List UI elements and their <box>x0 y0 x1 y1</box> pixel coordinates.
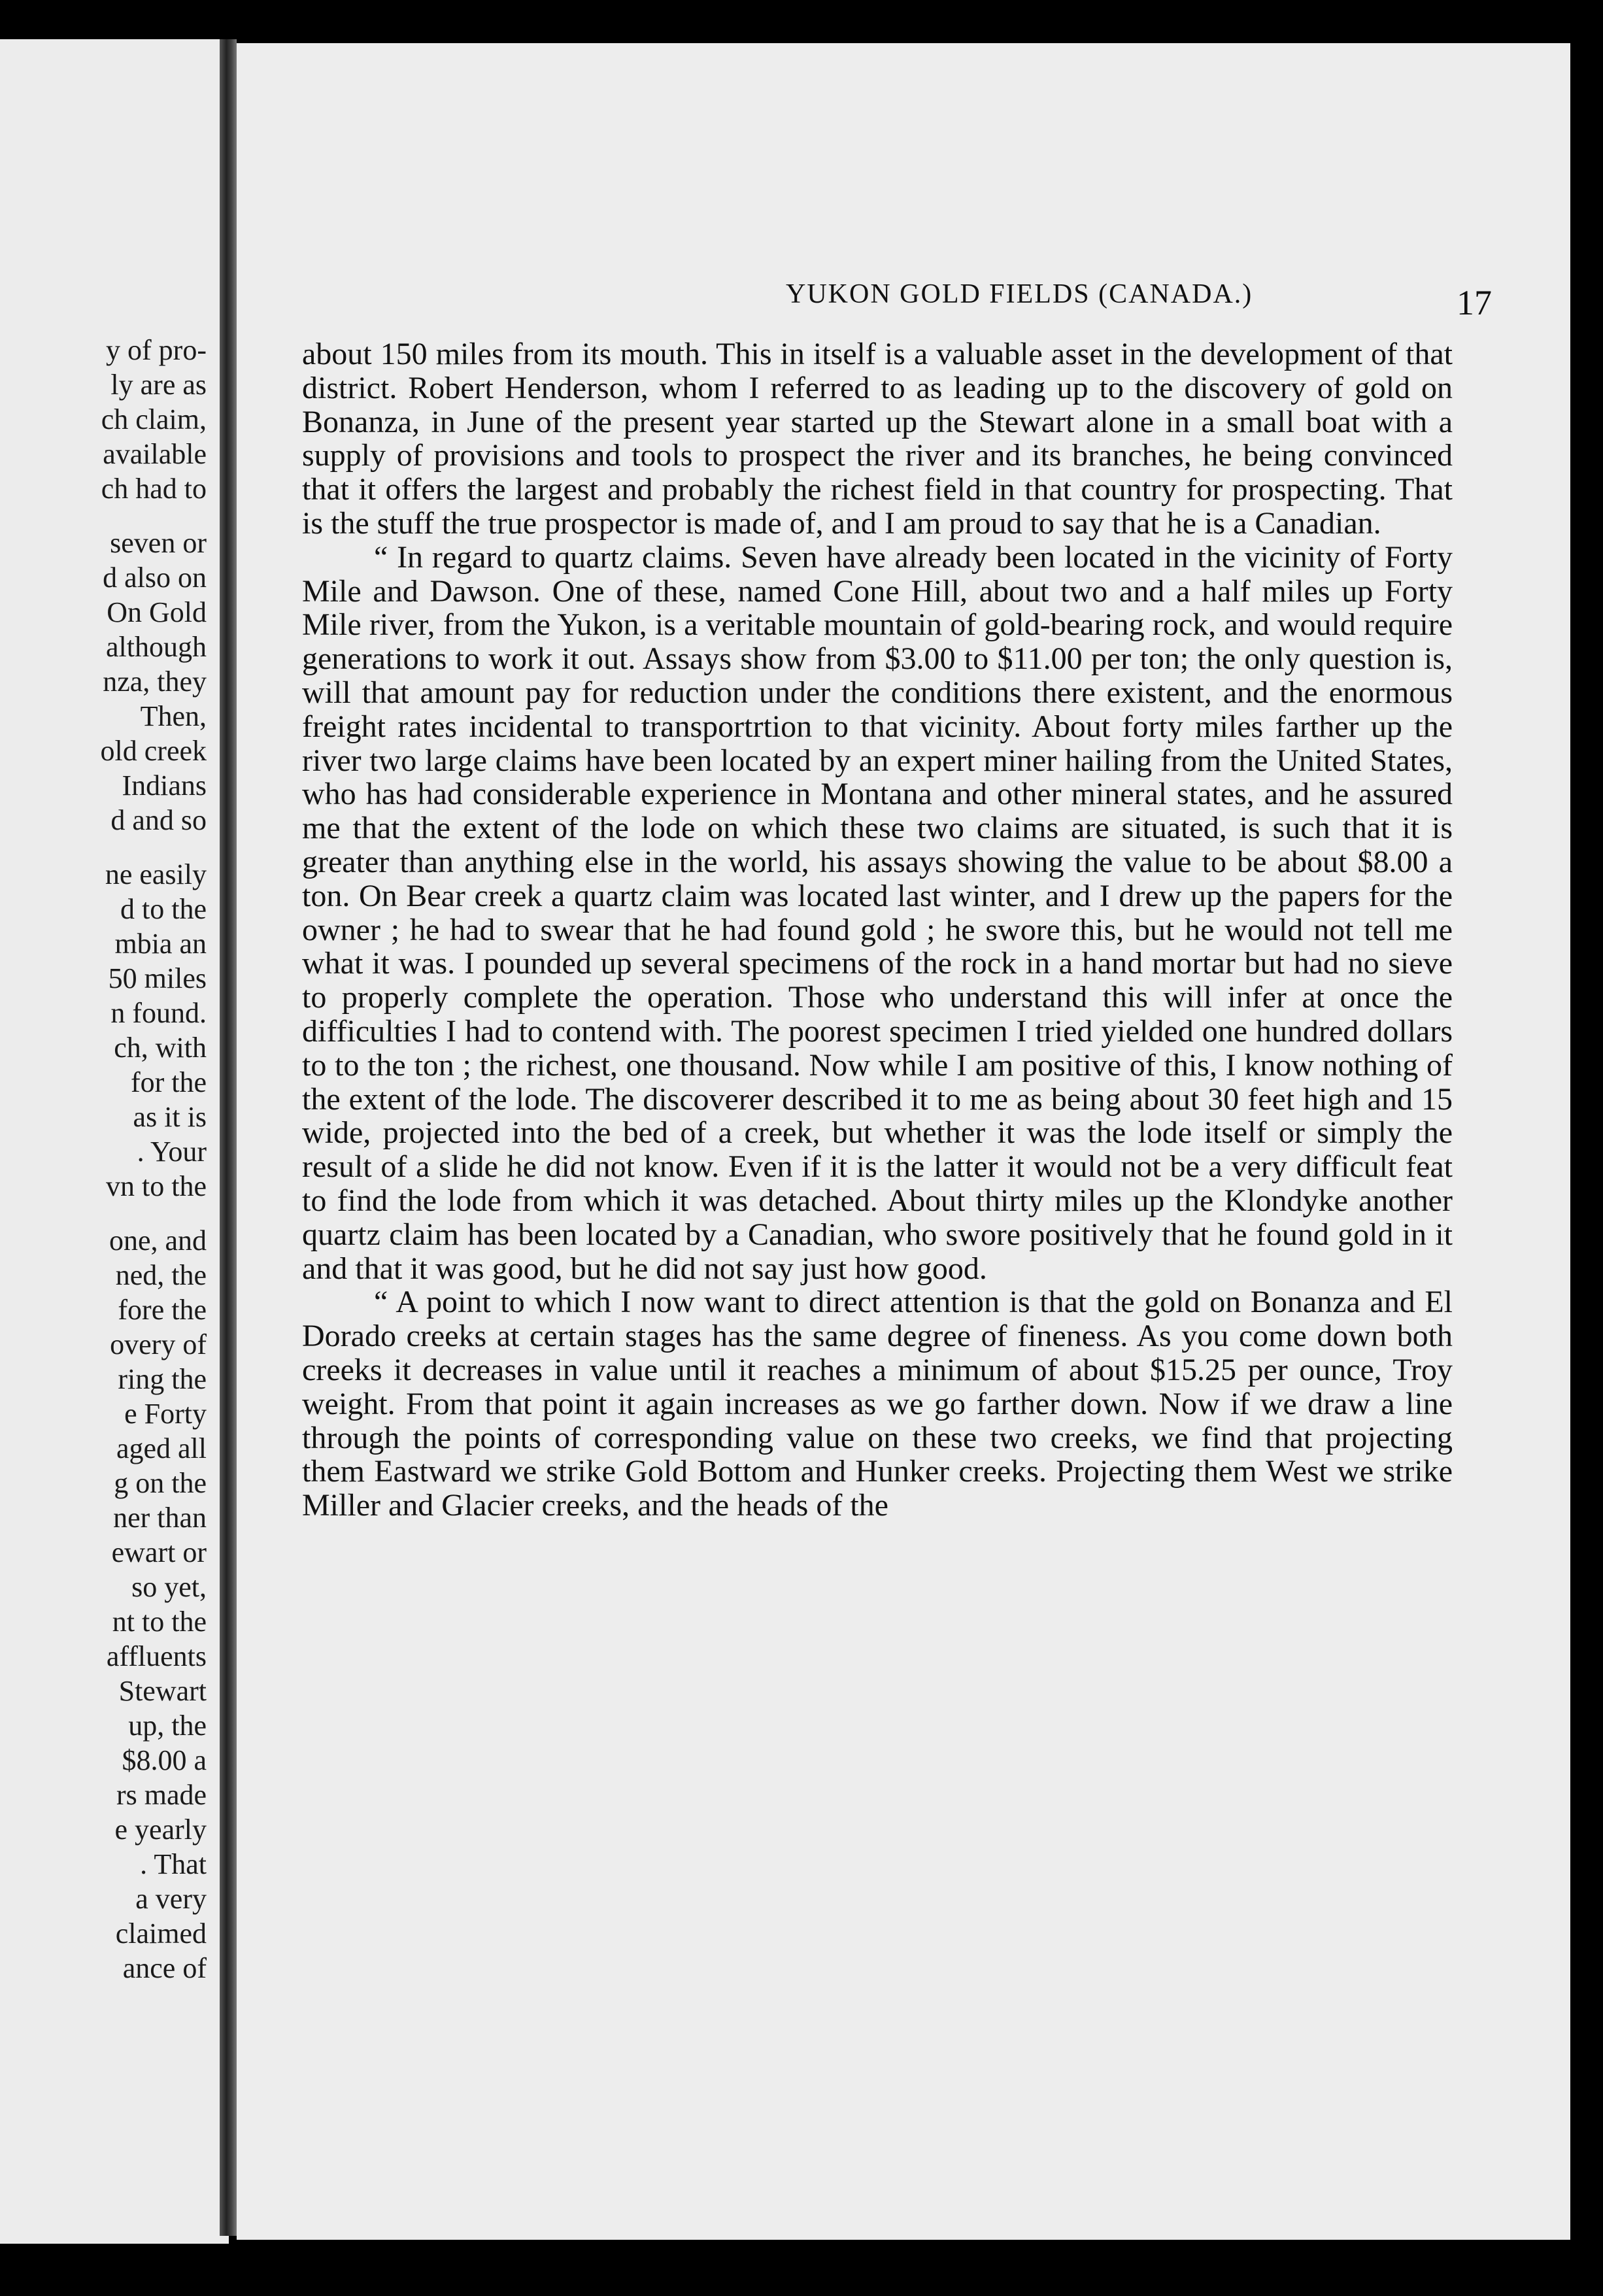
left-page <box>0 39 229 2244</box>
left-page-line: rs made <box>116 1779 207 1811</box>
page-number: 17 <box>1457 283 1492 322</box>
left-page-line: ned, the <box>115 1259 207 1291</box>
left-page-line: e yearly <box>114 1814 207 1846</box>
page-header <box>590 279 1505 324</box>
left-page-line: ch claim, <box>101 403 207 435</box>
left-page-line: Stewart <box>118 1675 207 1707</box>
left-page-line: aged all <box>116 1432 207 1464</box>
left-page-line: one, and <box>109 1224 207 1257</box>
left-page-line: $8.00 a <box>122 1744 207 1776</box>
left-page-line: ne easily <box>105 858 207 890</box>
left-page-line: ner than <box>113 1502 207 1534</box>
left-page-line: as it is <box>133 1101 207 1133</box>
left-page-line: claimed <box>115 1917 207 1950</box>
left-page-line: ch, with <box>114 1032 207 1064</box>
left-page-line: old creek <box>100 735 207 767</box>
left-page-line: mbia an <box>114 928 207 960</box>
left-page-line: On Gold <box>107 596 207 628</box>
book-gutter <box>220 39 237 2236</box>
left-page-line: for the <box>130 1066 207 1098</box>
body-text <box>302 337 1453 2070</box>
paragraph-3: “ A point to which I now want to direct attention is that the gold on Bonanza and El Dorado creeks at certain stages has the same degree of fineness. As you come down both creeks it decreases in value until it reaches a minimum of about $15.25 per ounce, Troy weight. From that point it again increases as we go farther down. Now if we draw a line through the points of corresponding value on these two creeks, we find that projecting them Eastward we strike Gold Bottom and Hunker creeks. Projecting them West we strike Miller and Glacier creeks, and the heads of the <box>302 1285 1453 1523</box>
left-page-line: g on the <box>114 1467 207 1499</box>
left-page-line: y of pro- <box>106 334 207 366</box>
left-page-line: d and so <box>110 804 207 836</box>
left-page-line: 50 miles <box>108 962 207 994</box>
left-page-line: available <box>103 438 207 470</box>
left-page-line: seven or <box>110 527 207 559</box>
left-page-line: Indians <box>122 769 207 802</box>
left-page-line: . That <box>140 1848 207 1880</box>
left-page-line: Then, <box>140 700 207 732</box>
left-page-line: up, the <box>128 1710 207 1742</box>
left-page-line: . Your <box>137 1136 207 1168</box>
left-page-line: vn to the <box>106 1170 207 1202</box>
left-page-line: e Forty <box>124 1398 207 1430</box>
left-page-line: nza, they <box>103 666 207 698</box>
left-page-line: ch had to <box>101 473 207 505</box>
left-page-line: ly are as <box>110 369 207 401</box>
left-page-line: ance of <box>122 1952 207 1984</box>
paragraph-1: about 150 miles from its mouth. This in itself is a valuable asset in the development of that district. Robert Henderson, whom I referred to as leading up to the discovery of gold on Bonanza, in June of the present year started up the Stewart alone in a small boat with a supply of provisions and tools to prospect the river and its branches, he being convinced that it offers the largest and probably the richest field in that country for prospecting. That is the stuff the true prospector is made of, and I am proud to say that he is a Canadian. <box>302 337 1453 541</box>
left-page-line: ewart or <box>111 1536 207 1568</box>
running-head: YUKON GOLD FIELDS (CANADA.) <box>786 279 1253 309</box>
left-page-line: affluents <box>106 1640 207 1672</box>
left-page-line: n found. <box>110 997 207 1029</box>
left-page-line: fore the <box>118 1294 207 1326</box>
left-page-line: a very <box>135 1883 207 1915</box>
right-page <box>237 43 1570 2240</box>
paragraph-2: “ In regard to quartz claims. Seven have already been located in the vicinity of Forty Mile and Dawson. One of these, named Cone Hill, about two and a half miles up Forty Mile river, from the Yukon, is a veritable mountain of gold-bearing rock, and would require generations to work it out. Assays show from $3.00 to $11.00 per ton; the only question is, will that amount pay for reduction under the conditions there existent, and the enormous freight rates incidental to transportrtion to that vicinity. About forty miles farther up the river two large claims have been located by an expert miner hailing from the United States, who has had considerable experience in Montana and other mineral states, and he assured me that the extent of the lode on which these two claims are situated, is such that it is greater than anything else in the world, his assays showing the value to be about $8.00 a ton. On Bear creek a quartz claim was located last winter, and I drew up the papers for the owner ; he had to swear that he had found gold ; he swore this, but he would not tell me what it was. I pounded up several specimens of the rock in a hand mortar but had no sieve to properly complete the operation. Those who understand this will infer at once the difficulties I had to contend with. The poorest specimen I tried yielded one hundred dollars to to the ton ; the richest, one thousand. Now while I am positive of this, I know nothing of the extent of the lode. The discoverer described it to me as being about 30 feet high and 15 wide, projected into the bed of a creek, but whether it was the lode itself or simply the result of a slide he did not know. Even if it is the latter it would not be a very difficult feat to find the lode from which it was detached. About thirty miles up the Klondyke another quartz claim has been located by a Canadian, who swore positively that he found gold in it and that it was good, but he did not say just how good. <box>302 539 1453 1286</box>
left-page-line: nt to the <box>112 1606 207 1638</box>
left-page-line: although <box>106 631 207 663</box>
left-page-line: so yet, <box>131 1571 207 1603</box>
left-page-line: d also on <box>103 562 207 594</box>
left-page-line: d to the <box>120 893 207 925</box>
left-page-line: ring the <box>118 1363 207 1395</box>
left-page-line: overy of <box>110 1328 207 1360</box>
